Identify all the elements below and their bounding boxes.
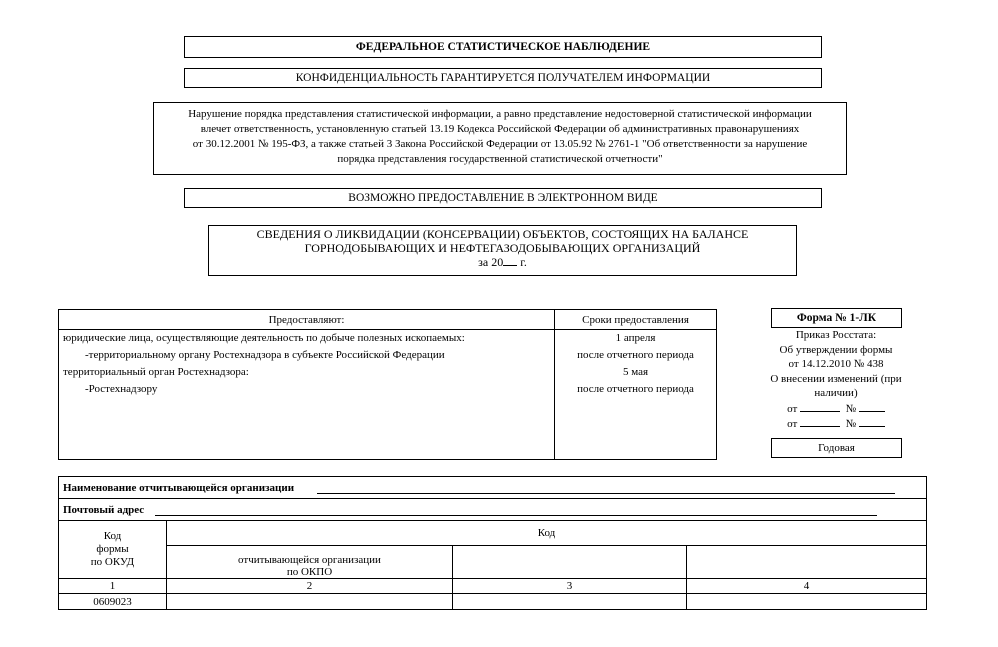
liability-warning bbox=[153, 102, 847, 175]
warning-line: Нарушение порядка представления статистической информации, а равно представление недостоверной статистической информации bbox=[188, 108, 812, 120]
year-suffix: г. bbox=[520, 255, 527, 269]
code-col-3-field[interactable] bbox=[453, 594, 687, 610]
col-number: 2 bbox=[167, 579, 453, 594]
okpo-value-field[interactable] bbox=[167, 594, 453, 610]
amendment-row: от № bbox=[756, 416, 916, 432]
title-line-2: ГОРНОДОБЫВАЮЩИХ И НЕФТЕГАЗОДОБЫВАЮЩИХ ОРГАНИЗАЦИЙ bbox=[304, 240, 701, 255]
col-number: 4 bbox=[687, 579, 927, 594]
presenters-cell bbox=[59, 330, 555, 460]
col-number: 1 bbox=[59, 579, 167, 594]
presenter-line: территориальный орган Ростехнадзора: bbox=[63, 366, 249, 378]
org-name-label: Наименование отчитывающейся организации bbox=[63, 481, 295, 494]
electronic-submission-header: ВОЗМОЖНО ПРЕДОСТАВЛЕНИЕ В ЭЛЕКТРОННОМ ВИДЕ bbox=[184, 188, 822, 208]
code-header: Код bbox=[167, 521, 927, 546]
year-prefix: за 20 bbox=[478, 255, 504, 269]
year-blank[interactable] bbox=[503, 255, 517, 266]
address-field[interactable] bbox=[155, 504, 877, 516]
code-col-4-field[interactable] bbox=[687, 594, 927, 610]
presenters-table bbox=[58, 309, 717, 460]
warning-line: порядка представления государственной статистической отчетности" bbox=[337, 153, 663, 165]
deadlines-cell bbox=[555, 330, 717, 460]
col-number: 3 bbox=[453, 579, 687, 594]
organization-table bbox=[58, 476, 927, 613]
okud-value: 0609023 bbox=[59, 594, 167, 610]
federal-observation-header: ФЕДЕРАЛЬНОЕ СТАТИСТИЧЕСКОЕ НАБЛЮДЕНИЕ bbox=[184, 36, 822, 58]
address-label: Почтовый адрес bbox=[63, 503, 145, 516]
report-title bbox=[208, 225, 797, 276]
presenter-line: юридические лица, осуществляющие деятельность по добыче полезных ископаемых: bbox=[63, 332, 465, 344]
address-row bbox=[59, 499, 927, 521]
warning-line: влечет ответственность, установленную статьей 13.19 Кодекса Российской Федерации об административных правонарушениях bbox=[200, 123, 800, 135]
presenter-line: -территориальному органу Ростехнадзора в субъекте Российской Федерации bbox=[85, 349, 445, 361]
form-order-info bbox=[756, 328, 916, 432]
code-col-4-header bbox=[687, 546, 927, 579]
warning-line: от 30.12.2001 № 195-ФЗ, а также статьей 3 Закона Российской Федерации от 13.05.92 № 2761-1 "Об ответственности за нарушение bbox=[192, 138, 808, 150]
amendment-number-field[interactable] bbox=[859, 401, 885, 412]
presenter-line: -Ростехнадзору bbox=[85, 383, 158, 395]
confidentiality-header: КОНФИДЕНЦИАЛЬНОСТЬ ГАРАНТИРУЕТСЯ ПОЛУЧАТЕЛЕМ ИНФОРМАЦИИ bbox=[184, 68, 822, 88]
org-name-field[interactable] bbox=[317, 482, 895, 494]
order-line: наличии) bbox=[814, 387, 858, 399]
order-line: Приказ Росстата: bbox=[795, 329, 877, 341]
order-line: Об утверждении формы bbox=[779, 343, 893, 356]
okud-header: Код формы по ОКУД bbox=[59, 521, 167, 579]
org-name-row bbox=[59, 477, 927, 499]
amendment-number-field[interactable] bbox=[859, 416, 885, 427]
form-number: Форма № 1-ЛК bbox=[771, 308, 902, 328]
amendment-date-field[interactable] bbox=[800, 401, 840, 412]
okpo-header: отчитывающейся организации по ОКПО bbox=[167, 546, 453, 579]
deadline-line: 5 мая bbox=[622, 366, 649, 378]
code-col-3-header bbox=[453, 546, 687, 579]
deadlines-header: Сроки предоставления bbox=[555, 310, 717, 330]
deadline-line: 1 апреля bbox=[615, 332, 656, 344]
title-line-1: СВЕДЕНИЯ О ЛИКВИДАЦИИ (КОНСЕРВАЦИИ) ОБЪЕКТОВ, СОСТОЯЩИХ НА БАЛАНСЕ bbox=[256, 227, 749, 241]
order-line: от 14.12.2010 № 438 bbox=[788, 358, 884, 370]
periodicity-box: Годовая bbox=[771, 438, 902, 458]
deadline-line: после отчетного периода bbox=[577, 383, 694, 395]
presenters-header: Предоставляют: bbox=[59, 310, 555, 330]
amendment-date-field[interactable] bbox=[800, 416, 840, 427]
deadline-line: после отчетного периода bbox=[577, 349, 694, 361]
order-line: О внесении изменений (при bbox=[770, 372, 902, 385]
amendment-row: от № bbox=[756, 401, 916, 417]
title-year bbox=[209, 255, 796, 270]
